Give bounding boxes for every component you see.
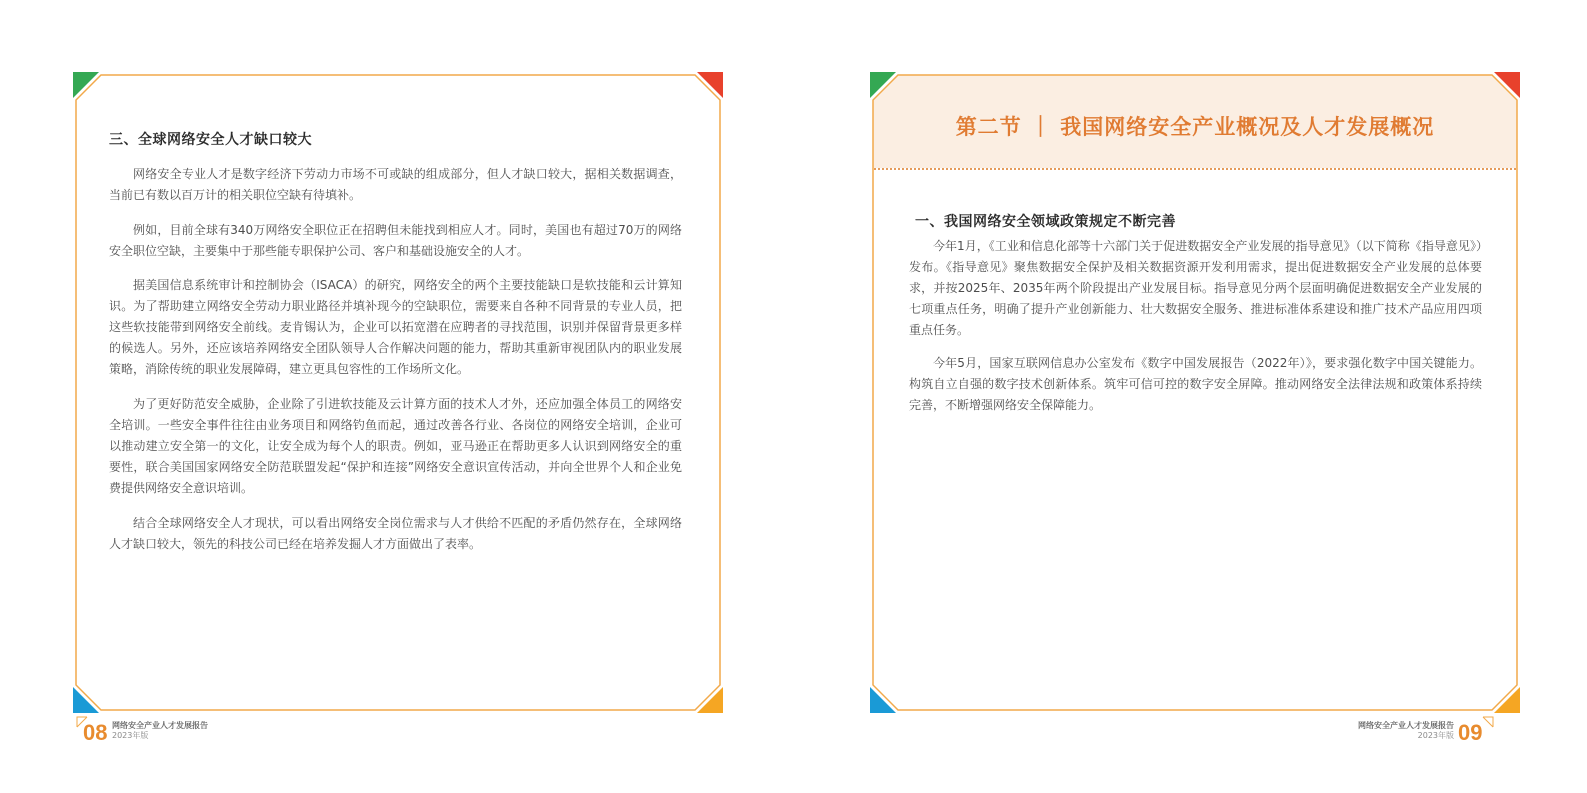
paragraph: 今年1月，《工业和信息化部等十六部门关于促进数据安全产业发展的指导意见》（以下简称《指导意见》）发布。《指导意见》聚焦数据安全保护及相关数据资源开发利用需求，提出促进数据安全产业发展的总体要求，并按2025年、2035年两个阶段提出产业发展目标。指导意见分两个层面明确促进数据安全产业发展的七项重点任务，明确了提升产业创新能力、壮大数据安全服务、推进标准体系建设和推广技术产品应用四项重点任务。 xyxy=(909,239,1482,337)
footer-report-title: 网络安全产业人才发展报告 xyxy=(112,721,208,730)
right-page xyxy=(872,74,1518,711)
corner-accent-red xyxy=(697,72,723,98)
section-heading: 一、我国网络安全领域政策规定不断完善 xyxy=(915,214,1176,230)
paragraph: 今年5月，国家互联网信息办公室发布《数字中国发展报告（2022年）》，要求强化数字中国关键能力。构筑自立自强的数字技术创新体系。筑牢可信可控的数字安全屏障。推动网络安全法律法规和政策体系持续完善，不断增强网络安全保障能力。 xyxy=(909,356,1482,412)
footer-left xyxy=(76,716,276,746)
section-heading: 三、全球网络安全人才缺口较大 xyxy=(109,132,312,148)
footer-edition: 2023年版 xyxy=(112,731,149,740)
footer-report-title: 网络安全产业人才发展报告 xyxy=(1358,721,1454,730)
paragraph: 据美国信息系统审计和控制协会（ISACA）的研究，网络安全的两个主要技能缺口是软技能和云计算知识。为了帮助建立网络安全劳动力职业路径并填补现今的空缺职位，需要来自各种不同背景的专业人员，把这些软技能带到网络安全前线。麦肯锡认为，企业可以拓宽潜在应聘者的寻找范围，识别并保留背景更多样的候选人。另外，还应该培养网络安全团队领导人合作解决问题的能力，帮助其重新审视团队内的职业发展策略，消除传统的职业发展障碍，建立更具包容性的工作场所文化。 xyxy=(109,278,682,376)
paragraph: 例如，目前全球有340万网络安全职位正在招聘但未能找到相应人才。同时，美国也有超过70万的网络安全职位空缺，主要集中于那些能专职保护公司、客户和基础设施安全的人才。 xyxy=(109,223,682,258)
paragraph: 为了更好防范安全威胁，企业除了引进软技能及云计算方面的技术人才外，还应加强全体员工的网络安全培训。一些安全事件往往由业务项目和网络钓鱼而起，通过改善各行业、各岗位的网络安全培训，企业可以推动建立安全第一的文化，让安全成为每个人的职责。例如，亚马逊正在帮助更多人认识到网络安全的重要性，联合美国国家网络安全防范联盟发起“保护和连接”网络安全意识宣传活动，并向全世界个人和企业免费提供网络安全意识培训。 xyxy=(109,397,682,495)
corner-mark-icon xyxy=(1482,716,1494,728)
footer-edition: 2023年版 xyxy=(1417,731,1454,740)
page-number: 09 xyxy=(1458,720,1483,745)
footer-right xyxy=(1310,716,1510,746)
page-number: 08 xyxy=(83,720,108,745)
corner-accent-blue xyxy=(870,687,896,713)
corner-accent-orange xyxy=(1494,687,1520,713)
paragraph: 网络安全专业人才是数字经济下劳动力市场不可或缺的组成部分，但人才缺口较大，据相关数据调查，当前已有数以百万计的相关职位空缺有待填补。 xyxy=(109,167,682,202)
left-page xyxy=(75,74,721,711)
corner-accent-orange xyxy=(697,687,723,713)
title-divider xyxy=(874,168,1516,170)
corner-accent-blue xyxy=(73,687,99,713)
corner-accent-green xyxy=(73,72,99,98)
paragraph: 结合全球网络安全人才现状，可以看出网络安全岗位需求与人才供给不匹配的矛盾仍然存在，全球网络人才缺口较大，领先的科技公司已经在培养发掘人才方面做出了表率。 xyxy=(109,516,682,551)
chapter-title: 第二节 ｜ 我国网络安全产业概况及人才发展概况 xyxy=(955,115,1435,139)
